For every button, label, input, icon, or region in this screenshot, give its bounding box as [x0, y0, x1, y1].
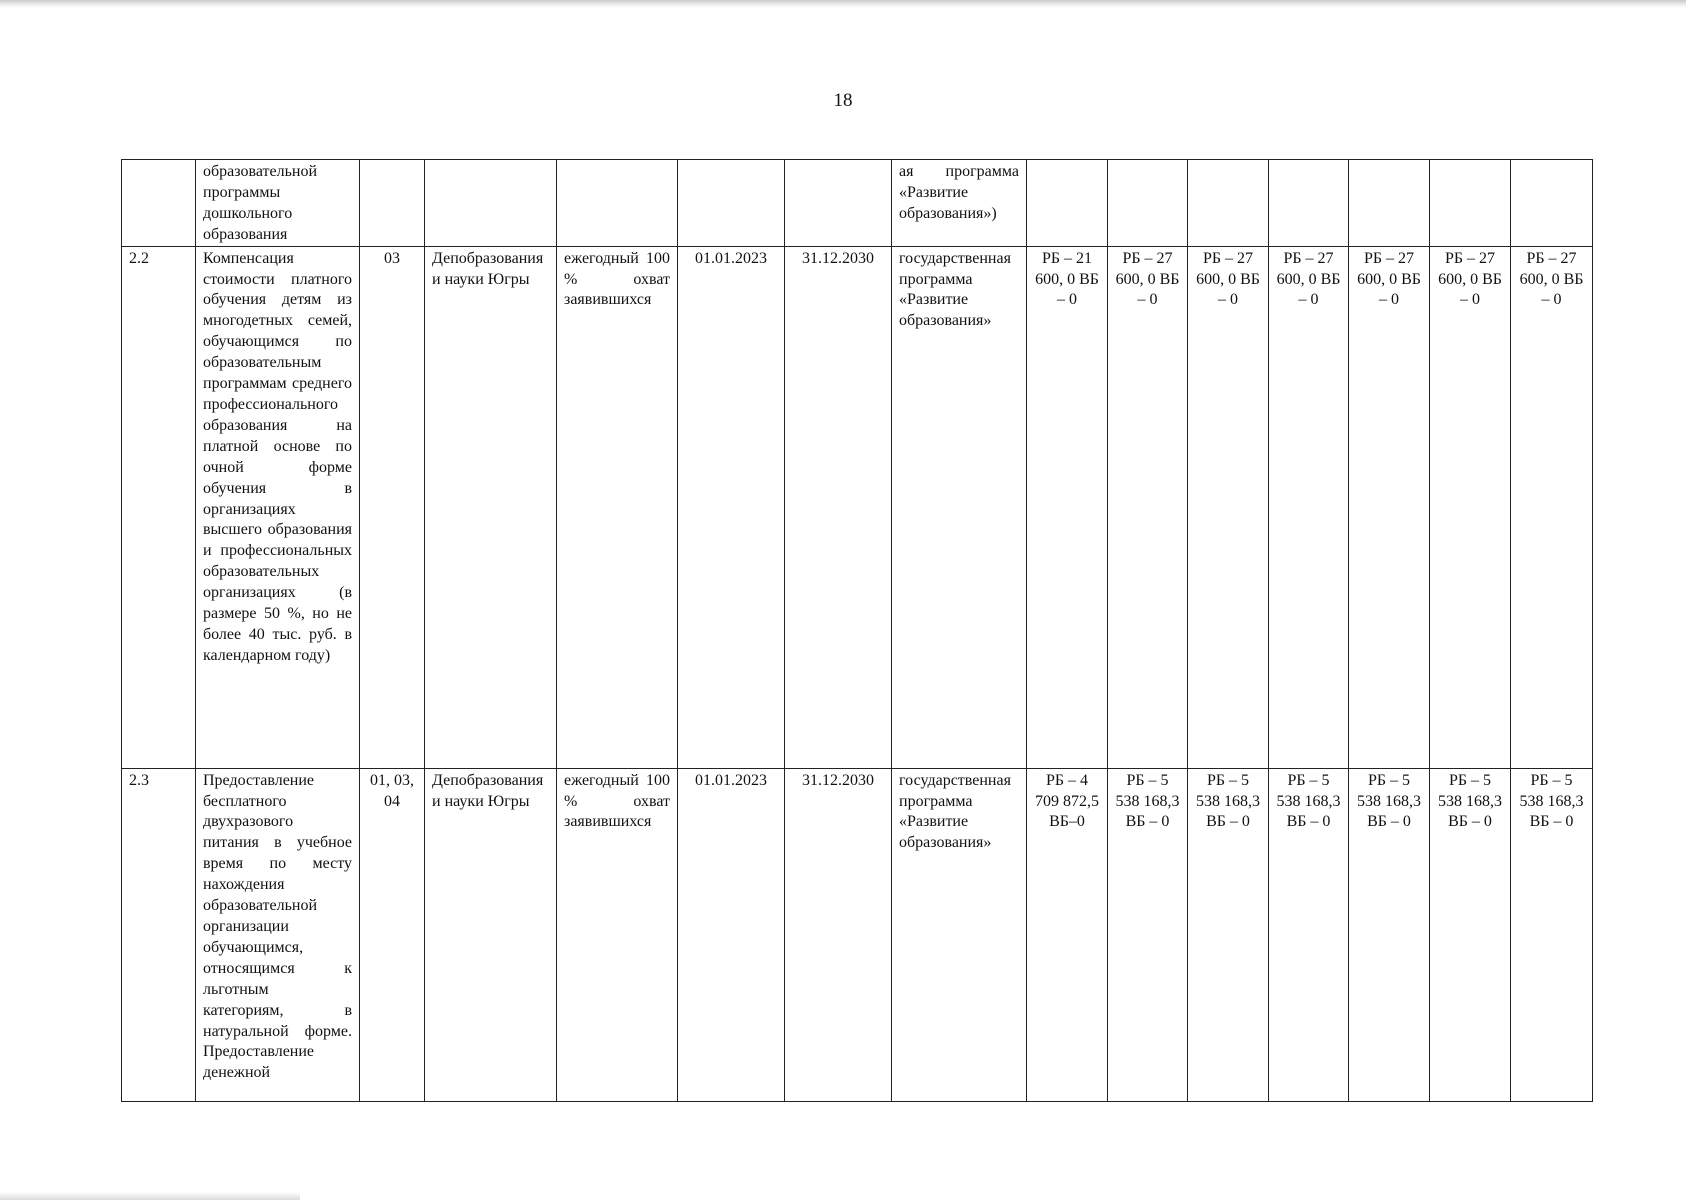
- funding-cell: [1108, 160, 1188, 247]
- code-cell: [360, 160, 425, 247]
- end-date-cell: 31.12.2030: [785, 768, 892, 1101]
- funding-cell: [1027, 160, 1108, 247]
- funding-cell: РБ – 5 538 168,3 ВБ – 0: [1511, 768, 1593, 1101]
- table-row: [122, 246, 1593, 768]
- funding-cell: РБ – 5 538 168,3 ВБ – 0: [1269, 768, 1349, 1101]
- row-number-cell: [122, 160, 196, 247]
- scan-edge-top: [0, 0, 1686, 8]
- funding-cell: РБ – 5 538 168,3 ВБ – 0: [1108, 768, 1188, 1101]
- funding-cell: РБ – 27 600, 0 ВБ – 0: [1511, 246, 1593, 768]
- code-cell: 03: [360, 246, 425, 768]
- funding-cell: РБ – 4 709 872,5 ВБ–0: [1027, 768, 1108, 1101]
- table-row: [122, 160, 1593, 247]
- table-row: [122, 768, 1593, 1101]
- scan-edge-bottom: [0, 1192, 300, 1200]
- indicator-cell: [557, 160, 678, 247]
- start-date-cell: [678, 160, 785, 247]
- funding-cell: РБ – 5 538 168,3 ВБ – 0: [1430, 768, 1511, 1101]
- start-date-cell: 01.01.2023: [678, 768, 785, 1101]
- source-cell: ая программа «Развитие образования»): [892, 160, 1027, 247]
- indicator-cell: ежегодный 100 % охват заявившихся: [557, 246, 678, 768]
- funding-cell: [1511, 160, 1593, 247]
- executor-cell: [425, 160, 557, 247]
- executor-cell: Депобразования и науки Югры: [425, 768, 557, 1101]
- measure-name-cell: образовательной программы дошкольного образования: [196, 160, 360, 247]
- funding-cell: РБ – 5 538 168,3 ВБ – 0: [1188, 768, 1269, 1101]
- measures-table: [121, 159, 1593, 1102]
- funding-cell: РБ – 27 600, 0 ВБ – 0: [1349, 246, 1430, 768]
- row-number-cell: 2.2: [122, 246, 196, 768]
- funding-cell: РБ – 5 538 168,3 ВБ – 0: [1349, 768, 1430, 1101]
- funding-cell: [1269, 160, 1349, 247]
- funding-cell: РБ – 27 600, 0 ВБ – 0: [1269, 246, 1349, 768]
- source-cell: государственная программа «Развитие образования»: [892, 246, 1027, 768]
- funding-cell: РБ – 27 600, 0 ВБ – 0: [1188, 246, 1269, 768]
- measure-name-cell: Компенсация стоимости платного обучения детям из многодетных семей, обучающимся по образовательным программам среднего профессионального образования на платной основе по очной форме обучения в организациях высшего образования и профессиональных образовательных организациях (в размере 50 %, но не более 40 тыс. руб. в календарном году): [196, 246, 360, 768]
- source-cell: государственная программа «Развитие образования»: [892, 768, 1027, 1101]
- funding-cell: РБ – 27 600, 0 ВБ – 0: [1108, 246, 1188, 768]
- measure-name-cell: Предоставление бесплатного двухразового питания в учебное время по месту нахождения образовательной организации обучающимся, относящимся к льготным категориям, в натуральной форме. Предоставление денежной: [196, 768, 360, 1101]
- funding-cell: РБ – 27 600, 0 ВБ – 0: [1430, 246, 1511, 768]
- funding-cell: [1349, 160, 1430, 247]
- funding-cell: [1430, 160, 1511, 247]
- page-number: 18: [833, 90, 853, 111]
- end-date-cell: 31.12.2030: [785, 246, 892, 768]
- executor-cell: Депобразования и науки Югры: [425, 246, 557, 768]
- start-date-cell: 01.01.2023: [678, 246, 785, 768]
- funding-cell: РБ – 21 600, 0 ВБ – 0: [1027, 246, 1108, 768]
- indicator-cell: ежегодный 100 % охват заявившихся: [557, 768, 678, 1101]
- row-number-cell: 2.3: [122, 768, 196, 1101]
- code-cell: 01, 03, 04: [360, 768, 425, 1101]
- funding-cell: [1188, 160, 1269, 247]
- end-date-cell: [785, 160, 892, 247]
